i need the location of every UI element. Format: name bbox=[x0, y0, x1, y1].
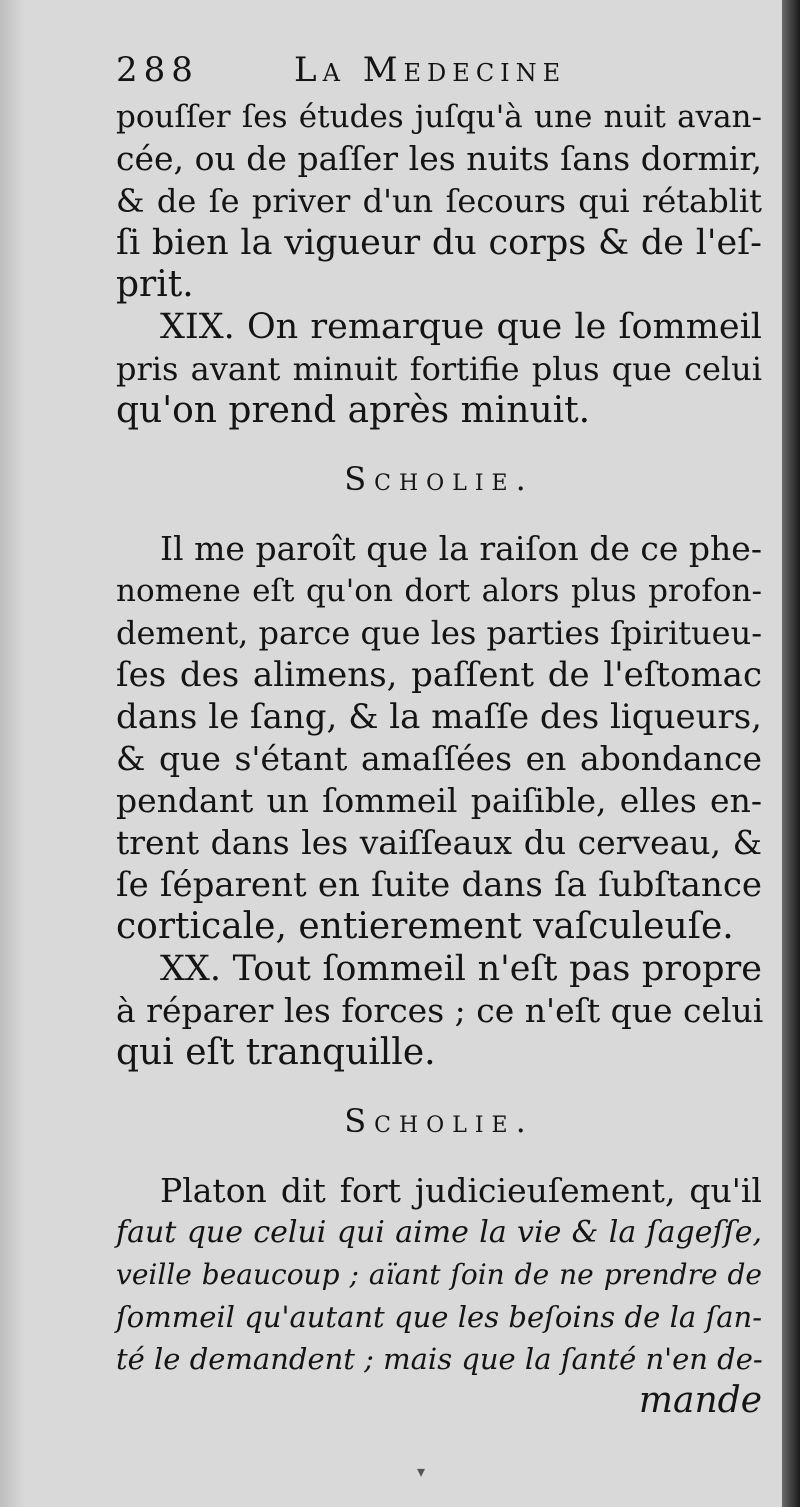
text-line: qu'on prend après minuit. bbox=[116, 390, 591, 431]
catchword: mande bbox=[638, 1380, 762, 1421]
text-line: ſi bien la vigueur du corps & de l'eſ- bbox=[116, 223, 762, 263]
page-edge-shadow bbox=[782, 0, 800, 1507]
text-line: ſommeil qu'autant que les beſoins de la ſan- bbox=[116, 1300, 762, 1334]
text-line: pris avant minuit fortifie plus que celui bbox=[116, 350, 762, 388]
running-title: La Medecine bbox=[294, 50, 567, 90]
text-line: ſe ſéparent en ſuite dans ſa ſubſtance bbox=[116, 865, 762, 905]
page-number: 288 bbox=[116, 50, 199, 90]
text-line: corticale, entierement vaſculeuſe. bbox=[116, 906, 734, 947]
text-line: dans le ſang, & la maſſe des liqueurs, bbox=[116, 697, 762, 737]
paragraph-continuation bbox=[116, 96, 762, 306]
scholie-paragraph-2 bbox=[116, 1170, 762, 1422]
page-content bbox=[116, 44, 762, 1422]
text-line: veille beaucoup ; aïant ſoin de ne prendre de bbox=[116, 1258, 762, 1291]
text-line: nomene eſt qu'on dort alors plus profon- bbox=[116, 573, 762, 609]
section-heading-scholie: Scholie. bbox=[344, 1102, 534, 1140]
text-line: faut que celui qui aime la vie & la ſageſſe, bbox=[116, 1215, 762, 1250]
page-header bbox=[116, 44, 762, 96]
text-line: té le demandent ; mais que la ſanté n'en de- bbox=[116, 1342, 763, 1376]
printer-ornament-mark: ▾ bbox=[417, 1462, 426, 1481]
text-line: ſes des alimens, paſſent de l'eſtomac bbox=[116, 655, 762, 695]
text-line: qui eſt tranquille. bbox=[116, 1032, 436, 1073]
aphorism-xix bbox=[116, 306, 762, 432]
text-line: Platon dit fort judicieuſement, qu'il bbox=[160, 1171, 762, 1210]
text-line: cée, ou de paſſer les nuits ſans dormir, bbox=[116, 139, 762, 178]
aphorism-xx bbox=[116, 948, 762, 1074]
text-line: Il me paroît que la raiſon de ce phe- bbox=[160, 529, 762, 568]
text-line: dement, parce que les parties ſpiritueu- bbox=[116, 614, 762, 652]
text-line: XIX. On remarque que le ſommeil bbox=[160, 307, 762, 347]
text-line: XX. Tout ſommeil n'eſt pas propre bbox=[160, 949, 762, 989]
text-line: pouſſer ſes études juſqu'à une nuit avan- bbox=[116, 99, 762, 135]
text-line: & que s'étant amaſſées en abondance bbox=[116, 739, 762, 778]
text-line: pendant un ſommeil paiſible, elles en- bbox=[116, 781, 762, 820]
text-line: & de ſe priver d'un ſecours qui rétablit bbox=[116, 182, 762, 220]
section-heading-scholie: Scholie. bbox=[344, 460, 534, 498]
text-line: trent dans les vaiſſeaux du cerveau, & bbox=[116, 823, 762, 862]
text-line: prit. bbox=[116, 264, 194, 305]
scholie-paragraph-1 bbox=[116, 528, 762, 948]
text-line: à réparer les forces ; ce n'eſt que celui bbox=[116, 991, 764, 1030]
